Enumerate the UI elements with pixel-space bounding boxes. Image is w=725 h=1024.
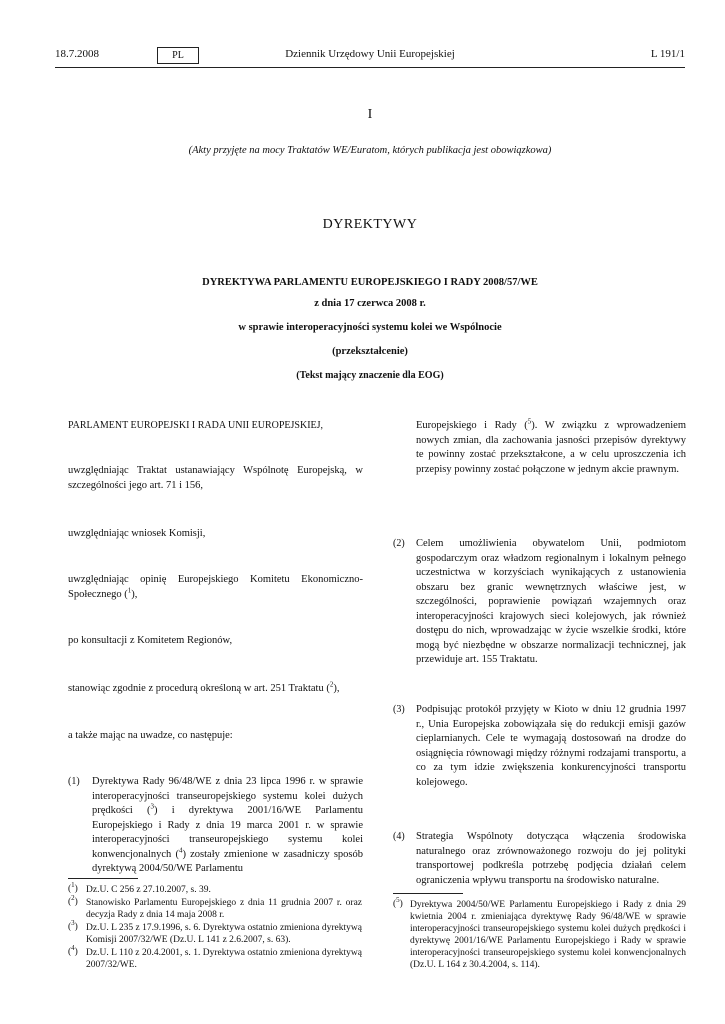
footnote-mark: ($^1$) xyxy=(68,880,78,894)
journal-title: Dziennik Urzędowy Unii Europejskiej xyxy=(285,48,455,60)
footnote-divider xyxy=(393,893,463,894)
directive-recast-note: (przekształcenie) xyxy=(332,346,408,357)
part-subtitle: (Akty przyjęte na mocy Traktatów WE/Euratom, których publikacja jest obowiązkowa) xyxy=(188,145,552,156)
section-heading: DYREKTYWY xyxy=(322,217,418,232)
part-number: I xyxy=(367,107,373,122)
footnote-mark: ($^4$) xyxy=(68,943,78,957)
citation-commission: uwzględniając wniosek Komisji, xyxy=(68,528,206,539)
recital-1-continued: Europejskiego i Rady ($^5$). W związku z wprowadzeniem nowych zmian, dla zachowania jasności przepisów dyrektywy te powinny zostać przekształcone, a w celu uproszczenia ich przepisy powinny zostać połączone w jednym akcie prawnym. xyxy=(416,417,686,475)
recital-1: Dyrektywa Rady 96/48/WE z dnia 23 lipca 1996 r. w sprawie interoperacyjności transeuropejskiego systemu kolei dużych prędkości ($^3$) i dyrektywa 2001/16/WE Parlamentu Europejskiego i Rady z dnia 19 marca 2001 r. w sprawie interoperacyjności transeuropejskiego systemu kolei konwencjonalnych ($^4$) zostały zmienione w zasadniczy sposób dyrektywą 2004/50/WE Parlamentu xyxy=(92,776,363,874)
footnote-2: Stanowisko Parlamentu Europejskiego z dnia 11 grudnia 2007 r. oraz decyzja Rady z dnia 14 maja 2008 r. xyxy=(86,898,362,920)
recital-number: (2) xyxy=(393,538,405,549)
citation-ecosoc: uwzględniając opinię Europejskiego Komitetu Ekonomiczno-Społecznego ($^1$), xyxy=(68,574,363,600)
footnote-1: Dz.U. C 256 z 27.10.2007, s. 39. xyxy=(86,885,211,895)
recital-number: (3) xyxy=(393,704,405,715)
footnote-mark: ($^3$) xyxy=(68,918,78,932)
citation-treaty: uwzględniając Traktat ustanawiający Wspólnotę Europejską, w szczególności jego art. 71 i 156, xyxy=(68,465,363,491)
footnote-mark: ($^2$) xyxy=(68,893,78,907)
header-divider xyxy=(55,67,685,68)
recital-number: (4) xyxy=(393,831,405,842)
page-header xyxy=(55,48,685,64)
recital-2: Celem umożliwienia obywatelom Unii, podmiotom gospodarczym oraz władzom regionalnym i lokalnym pełnego uczestnictwa w korzyściach wynikających z ustanowienia obszaru bez granic wewnętrznych właściwe jest, w szczególności, poprawienie powiązań wzajemnych oraz interoperacyjności krajowych sieci kolejowych, jak również dostępu do nich, wprowadzając w życie wszelkie środki, które mogą być niezbędne w obszarze normalizacji technicznej, jak przewiduje art. 155 Traktatu. xyxy=(416,538,686,665)
footnote-4: Dz.U. L 110 z 20.4.2001, s. 1. Dyrektywa ostatnio zmieniona dyrektywą 2007/32/WE. xyxy=(86,948,362,970)
directive-title: DYREKTYWA PARLAMENTU EUROPEJSKIEGO I RADY 2008/57/WE xyxy=(202,277,538,288)
publication-date: 18.7.2008 xyxy=(55,48,99,60)
footnote-mark: ($^5$) xyxy=(393,895,403,909)
directive-eea-note: (Tekst mający znaczenie dla EOG) xyxy=(296,370,444,381)
recital-number: (1) xyxy=(68,776,80,787)
citation-regions: po konsultacji z Komitetem Regionów, xyxy=(68,635,233,646)
footnote-divider xyxy=(68,878,138,879)
recital-4: Strategia Wspólnoty dotycząca włączenia środowiska naturalnego oraz zrównoważonego rozwoju do jej polityki transportowej podkreśla potrzebę podjęcia działań celem ograniczenia wpływu transportu na środowisko naturalne. xyxy=(416,831,686,886)
directive-date: z dnia 17 czerwca 2008 r. xyxy=(314,298,426,309)
journal-reference: L 191/1 xyxy=(650,48,685,60)
directive-subject: w sprawie interoperacyjności systemu kolei we Wspólnocie xyxy=(238,322,502,333)
recital-3: Podpisując protokół przyjęty w Kioto w dniu 12 grudnia 1997 r., Unia Europejska zobowiązała się do redukcji emisji gazów cieplarnianych. Cele te wymagają dostosowań na drodze do osiągnięcia równowagi między różnymi rodzajami transportu, a co za tym idzie zwiększenia konkurencyjności transportu kolejowego. xyxy=(416,704,686,788)
citation-procedure: stanowiąc zgodnie z procedurą określoną w art. 251 Traktatu ($^2$), xyxy=(68,680,340,694)
preamble-intro: PARLAMENT EUROPEJSKI I RADA UNII EUROPEJSKIEJ, xyxy=(68,420,324,431)
citation-whereas: a także mając na uwadze, co następuje: xyxy=(68,730,233,741)
footnote-5: Dyrektywa 2004/50/WE Parlamentu Europejskiego i Rady z dnia 29 kwietnia 2004 r. zmieniająca dyrektywę Rady 96/48/WE w sprawie interoperacyjności transeuropejskiego systemu kolei dużych prędkości i dyrektywę 2001/16/WE Parlamentu Europejskiego i Rady w sprawie interoperacyjności transeuropejskiego systemu kolei konwencjonalnych (Dz.U. L 164 z 30.4.2004, s. 114). xyxy=(410,900,686,970)
language-badge: PL xyxy=(157,47,199,64)
footnote-3: Dz.U. L 235 z 17.9.1996, s. 6. Dyrektywa ostatnio zmieniona dyrektywą Komisji 2007/32/WE (Dz.U. L 141 z 2.6.2007, s. 63). xyxy=(86,923,362,945)
